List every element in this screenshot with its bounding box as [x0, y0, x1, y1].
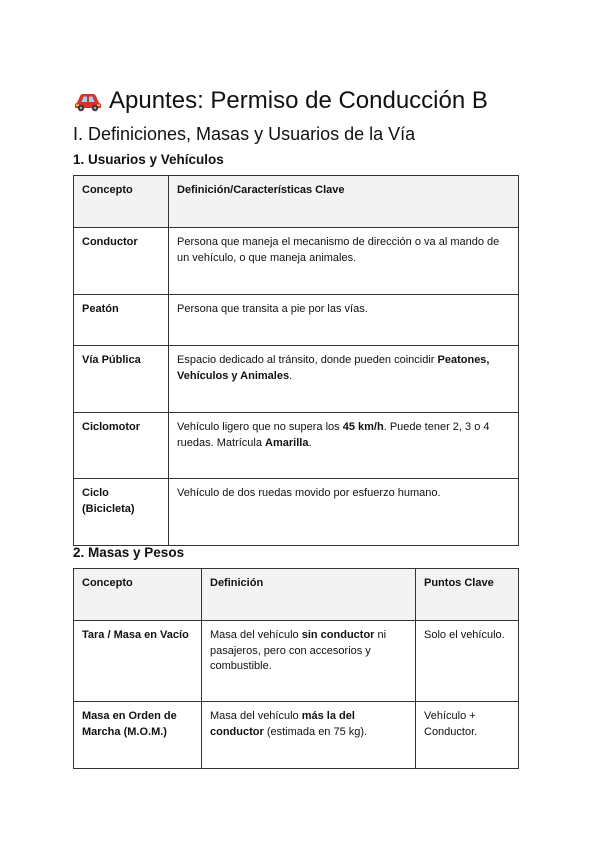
subsection-heading-usuarios: 1. Usuarios y Vehículos	[73, 152, 224, 167]
subsection-heading-masas: 2. Masas y Pesos	[73, 545, 185, 560]
definition-cell: Persona que maneja el mecanismo de dirección o va al mando de un vehículo, o que maneja animales.	[169, 228, 519, 295]
section-heading: I. Definiciones, Masas y Usuarios de la Vía	[73, 124, 416, 144]
concept-cell: Peatón	[74, 295, 169, 346]
concept-cell: Tara / Masa en Vacío	[74, 621, 202, 702]
table-row	[74, 228, 519, 295]
definition-cell: Persona que transita a pie por las vías.	[169, 295, 519, 346]
definition-text: Vehículo ligero que no supera los	[177, 421, 343, 433]
concept-cell: Ciclomotor	[74, 413, 169, 479]
definition-emphasis: más la del conductor	[210, 710, 355, 738]
column-header: Concepto	[74, 176, 169, 228]
definition-text: .	[289, 369, 293, 382]
table-header-row	[74, 569, 519, 621]
definition-emphasis: Amarilla	[265, 436, 309, 449]
table-row	[74, 346, 519, 413]
table-row	[74, 479, 519, 546]
title-text: Apuntes: Permiso de Conducción B	[109, 87, 488, 114]
table-row	[74, 702, 519, 769]
definition-cell	[169, 413, 519, 479]
column-header: Concepto	[74, 569, 202, 621]
concept-cell: Vía Pública	[74, 346, 169, 413]
definition-cell: Vehículo de dos ruedas movido por esfuerzo humano.	[169, 479, 519, 546]
definition-cell	[202, 621, 416, 702]
table-row	[74, 295, 519, 346]
definition-text: Masa del vehículo	[210, 629, 302, 641]
definition-text: .	[308, 436, 312, 449]
concept-cell: Conductor	[74, 228, 169, 295]
definition-emphasis: sin conductor	[301, 629, 375, 641]
car-icon	[73, 89, 103, 113]
concept-cell: Masa en Orden de Marcha (M.O.M.)	[74, 702, 202, 769]
concept-cell: Ciclo (Bicicleta)	[74, 479, 169, 546]
key-points-cell: Solo el vehículo.	[416, 621, 519, 702]
column-header: Definición/Características Clave	[169, 176, 519, 228]
table-header-row	[74, 176, 519, 228]
definition-text: ni pasajeros, pero con accesorios y combustible.	[210, 629, 387, 672]
masas-pesos-table	[73, 568, 519, 769]
definition-cell	[169, 346, 519, 413]
definition-emphasis: 45 km/h	[342, 421, 384, 433]
definition-cell	[202, 702, 416, 769]
table-row	[74, 621, 519, 702]
column-header: Puntos Clave	[416, 569, 519, 621]
definition-emphasis: Peatones, Vehículos y Animales	[177, 354, 490, 382]
definition-text: Masa del vehículo	[210, 710, 302, 722]
definition-text: (estimada en 75 kg).	[263, 725, 368, 738]
definition-text: Espacio dedicado al tránsito, donde pueden coincidir	[177, 354, 438, 366]
table-row	[74, 413, 519, 479]
column-header: Definición	[202, 569, 416, 621]
key-points-cell: Vehículo + Conductor.	[416, 702, 519, 769]
usuarios-vehiculos-table	[73, 175, 519, 546]
page-title	[73, 86, 488, 116]
definition-text: . Puede tener 2, 3 o 4 ruedas. Matrícula	[177, 421, 490, 449]
